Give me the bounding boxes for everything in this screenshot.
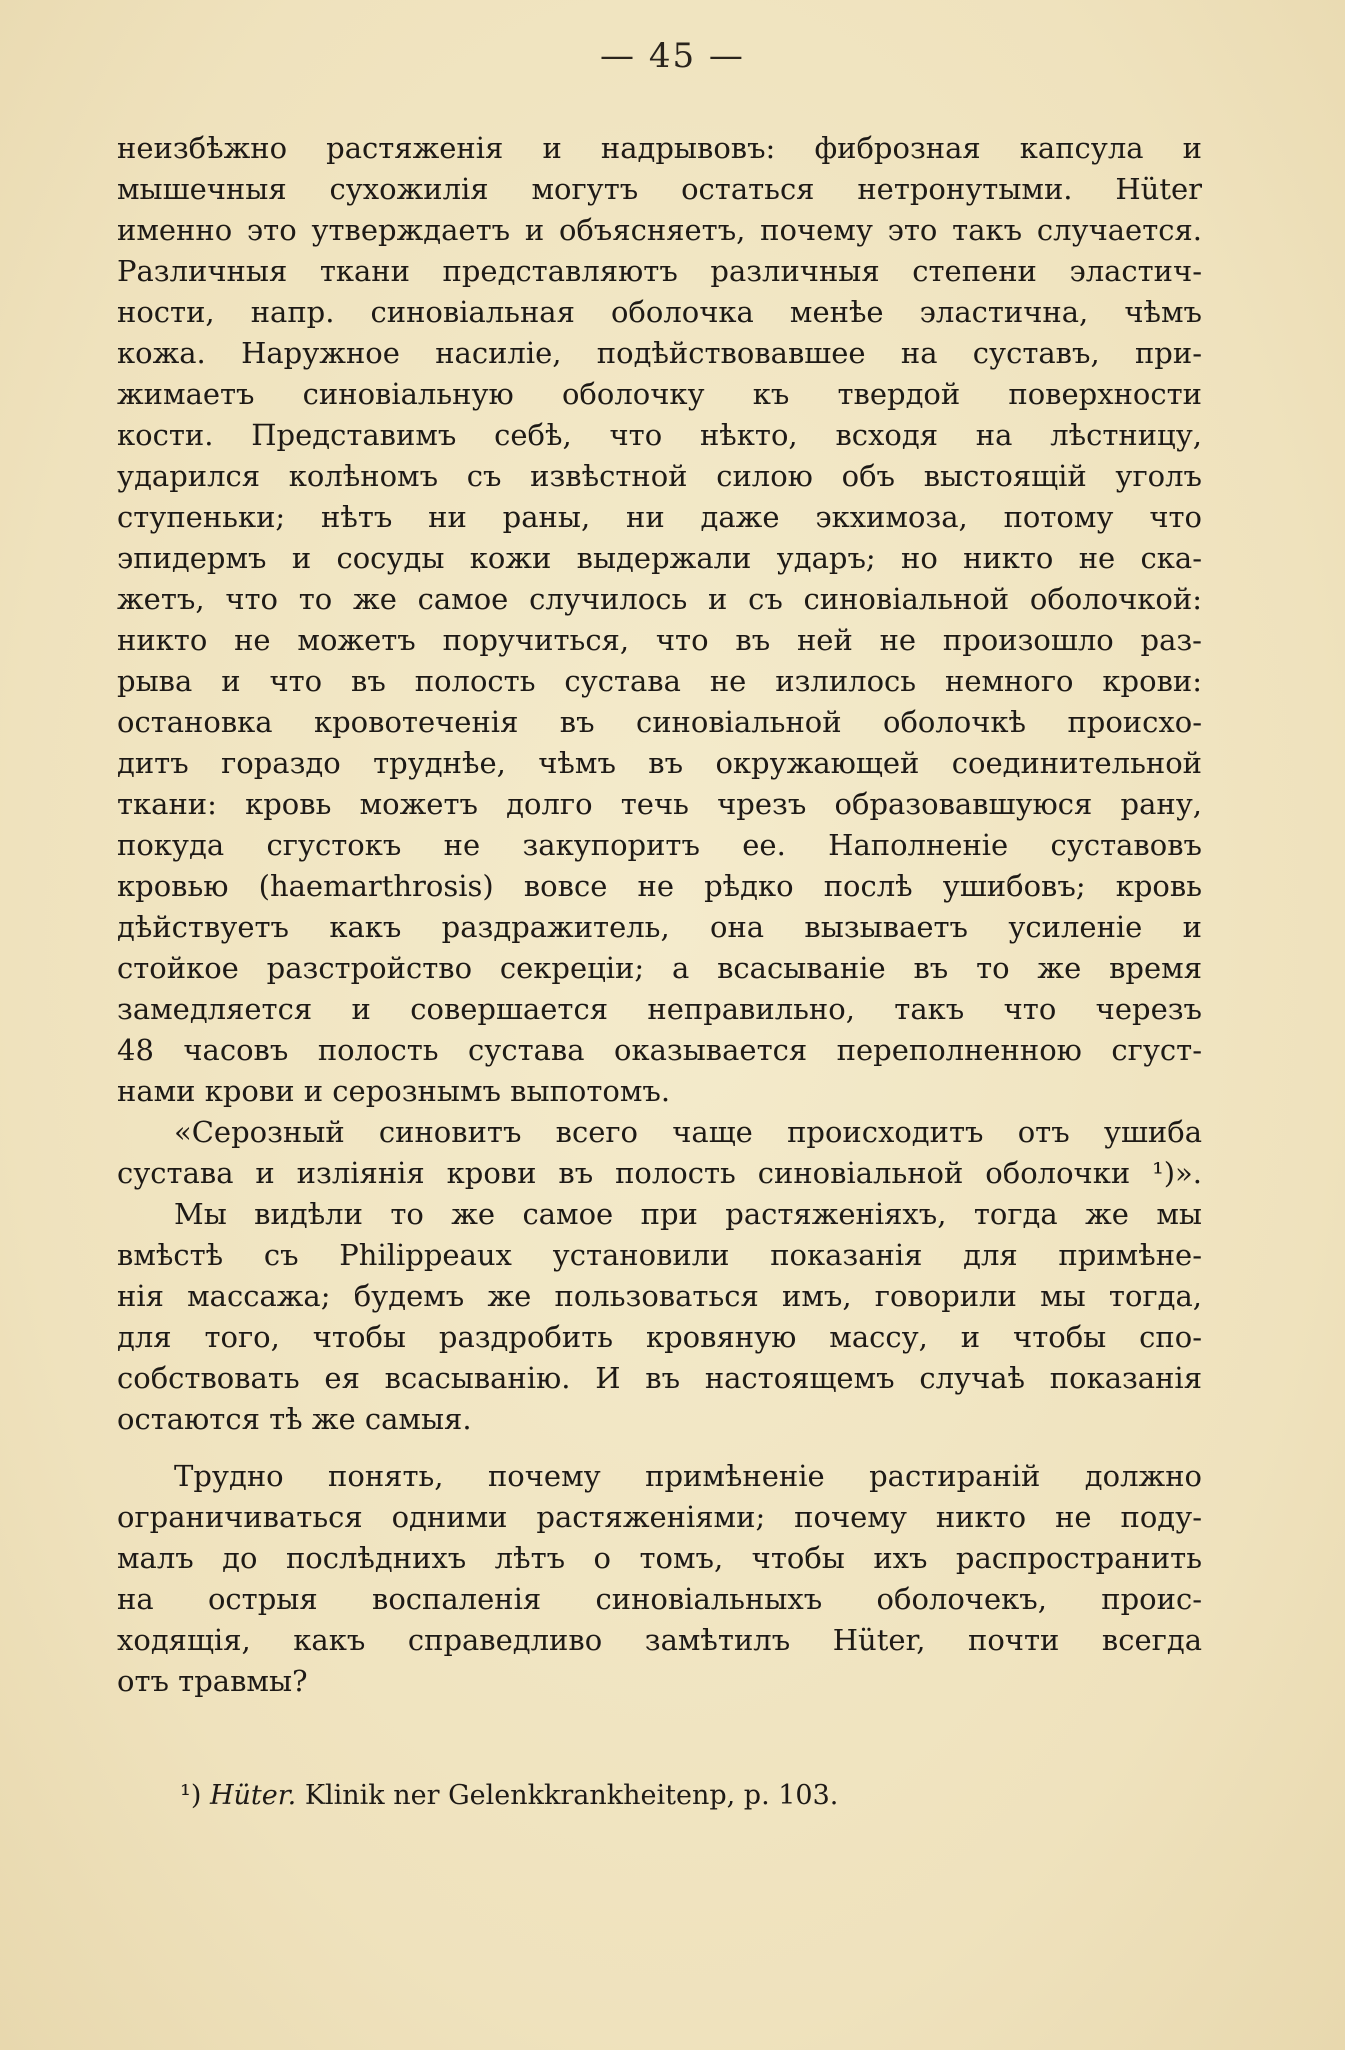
text-line: ступеньки; нѣтъ ни раны, ни даже экхимоза, потому что [117,500,1202,534]
text-line: жимаетъ синовіальную оболочку къ твердой поверхности [117,377,1202,411]
text-line: ограничиваться одними растяженіями; почему никто не поду- [117,1500,1202,1534]
text-line: Трудно понять, почему примѣненіе растираній должно [174,1459,1202,1493]
text-line: мышечныя сухожилія могутъ остаться нетронутыми. Hüter [117,172,1202,206]
footnote-marker: ¹) [180,1780,202,1811]
text-line: Различныя ткани представляютъ различныя степени эластич- [117,254,1202,288]
text-line: собствовать ея всасыванію. И въ настоящемъ случаѣ показанія [117,1361,1202,1395]
text-line: на острыя воспаленія синовіальныхъ оболочекъ, проис- [117,1582,1202,1616]
text-line: жетъ, что то же самое случилось и съ синовіальной оболочкой: [117,582,1202,616]
text-line: рыва и что въ полость сустава не излилось немного крови: [117,664,1202,698]
text-line: отъ травмы? [117,1664,308,1698]
page-number: — 45 — [600,36,745,76]
text-line: Мы видѣли то же самое при растяженіяхъ, тогда же мы [174,1197,1202,1231]
footnote [180,1780,838,1811]
text-line: кровью (haemarthrosis) вовсе не рѣдко послѣ ушибовъ; кровь [117,869,1202,903]
text-line: ности, напр. синовіальная оболочка менѣе эластична, чѣмъ [117,295,1202,329]
text-line: замедляется и совершается неправильно, такъ что черезъ [117,992,1202,1026]
text-line: остановка кровотеченія въ синовіальной оболочкѣ происхо- [117,705,1202,739]
text-line: ткани: кровь можетъ долго течь чрезъ образовавшуюся рану, [117,787,1202,821]
footnote-author: Hüter. [209,1780,297,1811]
text-line: кости. Представимъ себѣ, что нѣкто, всходя на лѣстницу, [117,418,1202,452]
text-line: покуда сгустокъ не закупоритъ ее. Наполненіе суставовъ [117,828,1202,862]
text-line: никто не можетъ поручиться, что въ ней не произошло раз- [117,623,1202,657]
text-line: нія массажа; будемъ же пользоваться имъ, говорили мы тогда, [117,1279,1202,1313]
text-line: стойкое разстройство секреціи; а всасываніе въ то же время [117,951,1202,985]
text-line: эпидермъ и сосуды кожи выдержали ударъ; но никто не ска- [117,541,1202,575]
text-line: вмѣстѣ съ Philippeaux установили показанія для примѣне- [117,1238,1202,1272]
text-line: остаются тѣ же самыя. [117,1402,472,1436]
text-line: малъ до послѣднихъ лѣтъ о томъ, чтобы ихъ распространить [117,1541,1202,1575]
text-line: ударился колѣномъ съ извѣстной силою объ выстоящій уголъ [117,459,1202,493]
text-line: для того, чтобы раздробить кровяную массу, и чтобы спо- [117,1320,1202,1354]
footnote-text: Klinik ner Gelenkkrankheitenр, p. 103. [304,1780,839,1811]
text-line: нами крови и серознымъ выпотомъ. [117,1074,671,1108]
text-line: именно это утверждаетъ и объясняетъ, почему это такъ случается. [117,213,1202,247]
text-line: ходящія, какъ справедливо замѣтилъ Hüter, почти всегда [117,1623,1202,1657]
text-line: 48 часовъ полость сустава оказывается переполненною сгуст- [117,1033,1202,1067]
text-line: неизбѣжно растяженія и надрывовъ: фиброзная капсула и [117,131,1202,165]
text-line: кожа. Наружное насиліе, подѣйствовавшее на суставъ, при- [117,336,1202,370]
paragraph-gap [117,1440,1202,1456]
text-line: дѣйствуетъ какъ раздражитель, она вызываетъ усиленіе и [117,910,1202,944]
text-line: сустава и изліянія крови въ полость синовіальной оболочки ¹)». [117,1156,1202,1190]
text-line: дитъ гораздо труднѣе, чѣмъ въ окружающей соединительной [117,746,1202,780]
text-line: «Серозный синовитъ всего чаще происходитъ отъ ушиба [174,1115,1202,1149]
body-text [117,128,1202,1702]
